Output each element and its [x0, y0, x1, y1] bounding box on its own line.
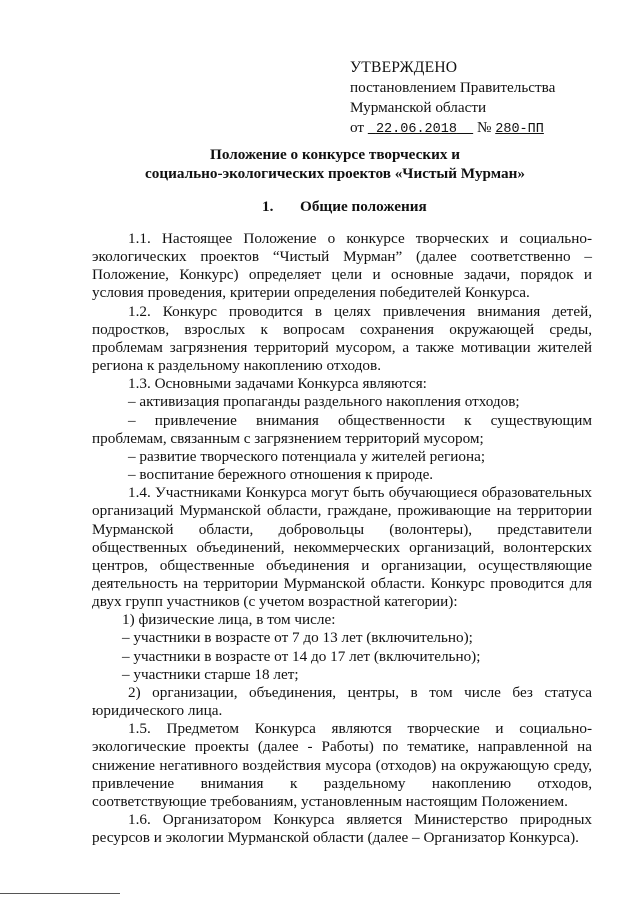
- paragraph-1-4: 1.4. Участниками Конкурса могут быть обучающиеся образовательных организаций Мурманской области, граждане, проживающие на территории Мурманской области, добровольцы (волонтеры), представители общественных объединений, некоммерческих организаций, волонтерских центров, общественные объединения и организации, осуществляющие деятельность на территории Мурманской области. Конкурс проводится для двух групп участников (с учетом возрастной категории):: [92, 484, 592, 611]
- paragraph-1-1: 1.1. Настоящее Положение о конкурсе творческих и социально-экологических проектов “Чистый Мурман” (далее соответственно – Положение, Конкурс) определяет цели и основные задачи, порядок и условия проведения, критерии определения победителей Конкурса.: [92, 230, 592, 302]
- title-line-2: социально-экологических проектов «Чистый Мурман»: [145, 165, 525, 182]
- approval-line-2: Мурманской области: [350, 99, 487, 116]
- paragraph-1-2: 1.2. Конкурс проводится в целях привлечения внимания детей, подростков, взрослых к вопросам сохранения окружающей среды, проблемам загрязнения территорий мусором, а также мотивации жителей региона к раздельному накоплению отходов.: [92, 302, 592, 375]
- paragraph-1-3: 1.3. Основными задачами Конкурса являются:: [128, 375, 427, 393]
- number-prefix: №: [476, 119, 492, 136]
- approval-date: 22.06.2018: [375, 122, 457, 137]
- task-item-1: – активизация пропаганды раздельного накопления отходов;: [128, 393, 520, 411]
- approval-line-1: постановлением Правительства: [350, 79, 556, 96]
- section-title: Общие положения: [300, 198, 427, 215]
- task-item-4: – воспитание бережного отношения к природе.: [128, 466, 434, 484]
- group-1-item-3: – участники старше 18 лет;: [122, 665, 299, 683]
- document-title: [100, 145, 570, 183]
- footer-rule: [0, 893, 120, 894]
- date-prefix: от: [350, 119, 365, 136]
- document-body: [92, 230, 592, 847]
- group-1-heading: 1) физические лица, в том числе:: [122, 611, 336, 629]
- approval-stamp: УТВЕРЖДЕНО: [350, 59, 458, 76]
- approval-number: 280-ПП: [495, 122, 544, 137]
- group-1-item-1: – участники в возрасте от 7 до 13 лет (включительно);: [122, 629, 473, 647]
- paragraph-1-6: 1.6. Организатором Конкурса является Министерство природных ресурсов и экологии Мурманской области (далее – Организатор Конкурса).: [92, 811, 592, 847]
- approval-date-line: [350, 118, 555, 140]
- group-2-item: 2) организации, объединения, центры, в том числе без статуса юридического лица.: [92, 683, 592, 720]
- group-1-item-2: – участники в возрасте от 14 до 17 лет (включительно);: [122, 647, 481, 665]
- task-item-3: – развитие творческого потенциала у жителей региона;: [128, 447, 486, 465]
- task-item-2: – привлечение внимания общественности к существующим проблемам, связанным с загрязнением территорий мусором;: [92, 411, 592, 447]
- paragraph-1-5: 1.5. Предметом Конкурса являются творческие и социально-экологические проекты (далее - Работы) по тематике, направленной на снижение негативного воздействия мусора (отходов) на окружающую среду, привлечение внимания к раздельному накоплению отходов, соответствующие требованиям, установленным настоящим Положением.: [92, 720, 592, 810]
- title-line-1: Положение о конкурсе творческих и: [210, 146, 460, 163]
- section-heading: [262, 197, 427, 216]
- section-number: 1.: [262, 198, 274, 215]
- approval-block: [350, 58, 555, 140]
